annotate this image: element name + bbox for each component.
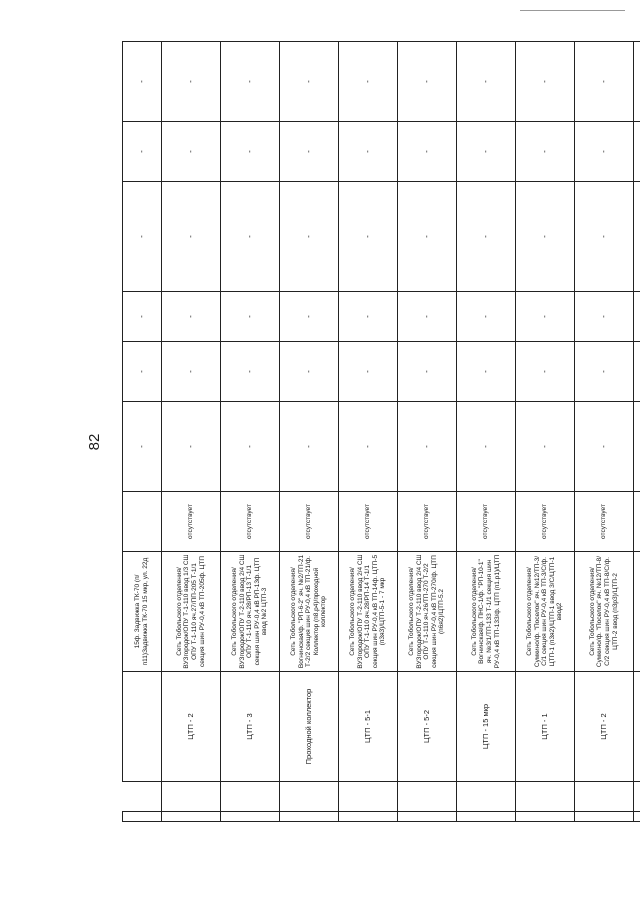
table-row — [575, 42, 634, 822]
name-cell: ЦТП - 15 мкр — [457, 672, 516, 782]
rotated-page — [84, 42, 624, 822]
empty-cell — [634, 672, 640, 782]
value-cell: - — [398, 42, 457, 122]
table-row — [398, 42, 457, 822]
value-cell: - — [339, 42, 398, 122]
description-cell: Сеть Тобольского отделения/Сумкино/ф. "Поселок" яч. №12/ТП-3/С/1 секция шин РУ-0,4 кВ ТП-3/С/ф. ЦТП-1 (п3я2)/ЦТП-1 ввод 3/С/ЦТП-1 ввод2 — [516, 552, 575, 672]
index-cell — [221, 782, 280, 812]
status-cell: отсутствует — [221, 492, 280, 552]
value-cell: - — [162, 402, 221, 492]
value-cell: - — [221, 402, 280, 492]
value-cell: - — [575, 292, 634, 342]
value-cell: - — [575, 42, 634, 122]
empty-cell — [634, 182, 640, 292]
value-cell: - — [457, 42, 516, 122]
data-table — [122, 41, 640, 822]
margin-cell — [457, 812, 516, 822]
value-cell: - — [516, 342, 575, 402]
description-cell: 15ф. Задвижка ТК-70 (п/п11)Задвижка ТК-70 15 мкр, ул. 22д — [123, 552, 162, 672]
index-cell — [575, 782, 634, 812]
value-cell: - — [280, 292, 339, 342]
index-cell — [398, 782, 457, 812]
status-cell: отсутствует — [280, 492, 339, 552]
empty-cell — [634, 812, 640, 822]
value-cell: - — [162, 122, 221, 182]
empty-cell — [634, 402, 640, 492]
table-row — [457, 42, 516, 822]
empty-cell — [634, 342, 640, 402]
description-cell: Сеть Тобольского отделения/ВУЗгородок/ОПУ Т-2-110 ввод 2/4 СШ ОПУ Т-1-110 яч.26/ТП-270 Т-2/2 секция шин РУ-0,4 кВ ТП-270/ф. ЦТП (п6я2)/ЦТП-5.2 — [398, 552, 457, 672]
value-cell: - — [516, 122, 575, 182]
description-cell: Сеть Тобольского отделения/Вогнинская/ф. ПНС-1/ф. "РП-10-1" яч. №3/1/ТП-133 Т-1/1 секция шин РУ-0,4 кВ ТП-133/ф. ЦТП (п1.р1)/ЦТП — [457, 552, 516, 672]
status-cell: отсутствует — [162, 492, 221, 552]
table-row — [162, 42, 221, 822]
value-cell: - — [280, 122, 339, 182]
status-cell: отсутствует — [398, 492, 457, 552]
page-number: 82 — [86, 433, 103, 451]
index-cell — [280, 782, 339, 812]
value-cell: - — [162, 342, 221, 402]
margin-cell — [123, 812, 162, 822]
table-row-empty — [634, 42, 640, 822]
description-cell: Сеть Тобольского отделения/Вогнинская/ф. "РП-6-2" яч. №2/ТП-21 Т-2/2 секция шин РУ-0,4 кВ ТП-21/ф. Коллектор (п8.р4)/проходной коллектор — [280, 552, 339, 672]
value-cell: - — [575, 342, 634, 402]
value-cell: - — [123, 402, 162, 492]
margin-cell — [221, 812, 280, 822]
empty-cell — [634, 492, 640, 552]
description-cell: Сеть Тобольского отделения/ВУЗгородок/ОПУ Т-2-110 ввод 2/4 СШ ОПУ Т-1-110 яч.28/РП-13 Т-1/1 секция шин РУ-0,4 кВ РП-13ф. ЦТП ввод №2 ЦТП-3 — [221, 552, 280, 672]
value-cell: - — [339, 292, 398, 342]
value-cell: - — [457, 122, 516, 182]
name-cell: ЦТП - 5-1 — [339, 672, 398, 782]
empty-cell — [634, 782, 640, 812]
value-cell: - — [123, 292, 162, 342]
margin-cell — [280, 812, 339, 822]
value-cell: - — [516, 292, 575, 342]
table-row — [221, 42, 280, 822]
value-cell: - — [339, 182, 398, 292]
margin-cell — [162, 812, 221, 822]
margin-cell — [516, 812, 575, 822]
value-cell: - — [457, 182, 516, 292]
value-cell: - — [162, 182, 221, 292]
value-cell: - — [457, 402, 516, 492]
index-cell — [339, 782, 398, 812]
top-rule — [520, 10, 625, 11]
status-cell: отсутствует — [516, 492, 575, 552]
value-cell: - — [280, 402, 339, 492]
value-cell: - — [398, 342, 457, 402]
value-cell: - — [457, 292, 516, 342]
empty-cell — [634, 42, 640, 122]
value-cell: - — [575, 122, 634, 182]
name-cell: Проходной коллектор — [280, 672, 339, 782]
value-cell: - — [221, 122, 280, 182]
description-cell: Сеть Тобольского отделения/ВУЗгородок/ОПУ Т-1-110 ввод 1/3 СШ ОПУ Т-1-110 яч.27/ПП-205 Т-1/1 секция шин РУ-0,4 кВ ТП-205ф. ЦТП — [162, 552, 221, 672]
value-cell: - — [280, 182, 339, 292]
table-row — [339, 42, 398, 822]
value-cell: - — [516, 182, 575, 292]
value-cell: - — [123, 182, 162, 292]
value-cell: - — [123, 342, 162, 402]
empty-cell — [634, 292, 640, 342]
name-cell — [123, 782, 162, 812]
status-cell: отсутствует — [457, 492, 516, 552]
value-cell: - — [221, 342, 280, 402]
table-row — [280, 42, 339, 822]
description-cell: Сеть Тобольского отделения/Сумкино/ф. "Поселок" яч. №12/ТП-8/С/2 секция шин РУ-0,4 кВ ТП-8/С/ф. ЦТП-2 ввод (п3р3)/ЦТП-2 — [575, 552, 634, 672]
value-cell: - — [221, 42, 280, 122]
name-cell: ЦТП - 1 — [516, 672, 575, 782]
description-cell: Сеть Тобольского отделения/ВУЗгородок/ОПУ Т-2-110 ввод 2/4 СШ ОПУ Т-1-110 яч.28/РП-14 Т-1/1 секция шин РУ-0,4 кВ ТП-14ф. ЦТП-5 (п3я3)/ЦТП-5-1 - 7 мкр — [339, 552, 398, 672]
value-cell: - — [398, 292, 457, 342]
value-cell: - — [398, 402, 457, 492]
value-cell: - — [516, 402, 575, 492]
table-row — [516, 42, 575, 822]
value-cell: - — [457, 342, 516, 402]
value-cell: - — [280, 42, 339, 122]
name-cell: ЦТП - 5-2 — [398, 672, 457, 782]
value-cell: - — [123, 122, 162, 182]
margin-cell — [575, 812, 634, 822]
value-cell: - — [516, 42, 575, 122]
value-cell: - — [162, 292, 221, 342]
name-cell — [123, 672, 162, 782]
empty-cell — [634, 552, 640, 672]
table-body — [123, 42, 640, 822]
index-cell — [162, 782, 221, 812]
value-cell: - — [339, 122, 398, 182]
value-cell: - — [162, 42, 221, 122]
empty-cell — [634, 122, 640, 182]
index-cell — [457, 782, 516, 812]
value-cell: - — [398, 182, 457, 292]
status-cell — [123, 492, 162, 552]
value-cell: - — [123, 42, 162, 122]
status-cell: отсутствует — [575, 492, 634, 552]
status-cell: отсутствует — [339, 492, 398, 552]
value-cell: - — [280, 342, 339, 402]
margin-cell — [339, 812, 398, 822]
name-cell: ЦТП - 2 — [575, 672, 634, 782]
value-cell: - — [575, 402, 634, 492]
name-cell: ЦТП - 3 — [221, 672, 280, 782]
value-cell: - — [398, 122, 457, 182]
value-cell: - — [221, 182, 280, 292]
index-cell — [516, 782, 575, 812]
value-cell: - — [575, 182, 634, 292]
table-row-continuation — [123, 42, 162, 822]
value-cell: - — [339, 342, 398, 402]
name-cell: ЦТП - 2 — [162, 672, 221, 782]
value-cell: - — [221, 292, 280, 342]
value-cell: - — [339, 402, 398, 492]
margin-cell — [398, 812, 457, 822]
